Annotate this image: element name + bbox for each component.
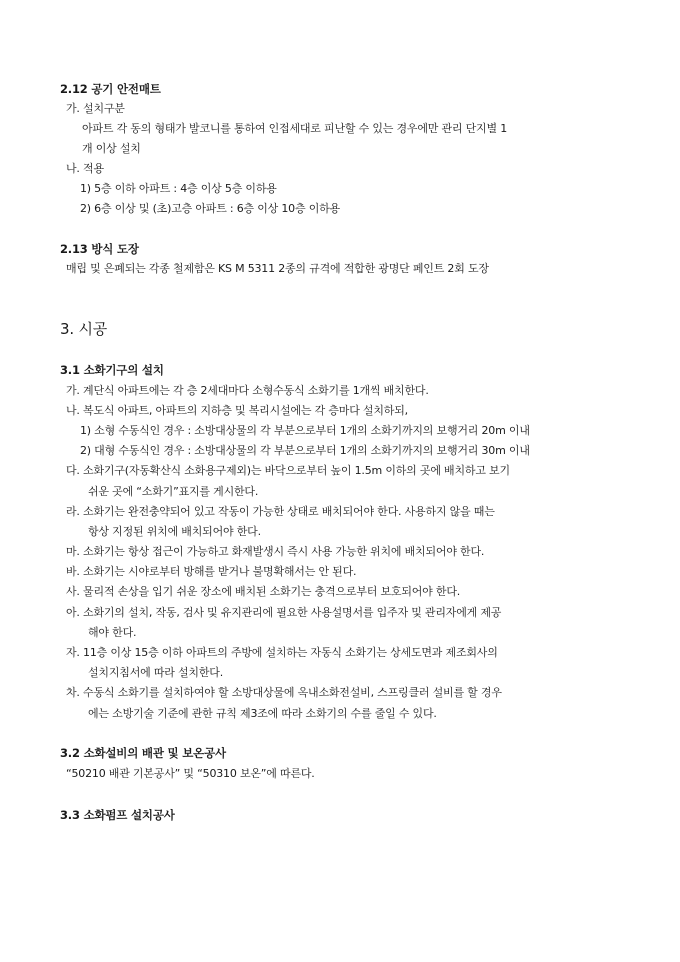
s31-item-ra-line1: 라. 소화기는 완전충약되어 있고 작동이 가능한 상태로 배치되어야 한다. 사용하지 않을 때는 xyxy=(66,505,495,518)
s31-item-ba: 바. 소화기는 시야로부터 방해를 받거나 불명확해서는 안 된다. xyxy=(66,565,357,578)
s31-item-ma: 마. 소화기는 항상 접근이 가능하고 화재발생시 즉시 사용 가능한 위치에 배치되어야 한다. xyxy=(66,545,485,558)
section-3-1-heading: 3.1 소화기구의 설치 xyxy=(60,363,164,377)
section-2-13-heading: 2.13 방식 도장 xyxy=(60,242,139,256)
s31-item-ja-line2: 설치지침서에 따라 설치한다. xyxy=(88,666,224,679)
section-3-3-heading: 3.3 소화펌프 설치공사 xyxy=(60,808,175,822)
s212-na-sub1: 1) 5층 이하 아파트 : 4층 이상 5층 이하용 xyxy=(80,182,277,195)
s31-item-na: 나. 복도식 아파트, 아파트의 지하층 및 복리시설에는 각 층마다 설치하되, xyxy=(66,404,408,417)
s212-item-na: 나. 적용 xyxy=(66,162,104,175)
s31-item-ga: 가. 계단식 아파트에는 각 층 2세대마다 소형수동식 소화기를 1개씩 배치한다. xyxy=(66,384,429,397)
section-2-12-heading: 2.12 공기 안전매트 xyxy=(60,82,161,96)
s31-item-cha-line1: 차. 수동식 소화기를 설치하여야 할 소방대상물에 옥내소화전설비, 스프링클러 설비를 할 경우 xyxy=(66,686,502,699)
section-3-2-heading: 3.2 소화설비의 배관 및 보온공사 xyxy=(60,746,226,760)
section-3-heading: 3. 시공 xyxy=(60,320,108,338)
s31-item-a-line2: 해야 한다. xyxy=(88,626,137,639)
s31-item-ra-line2: 항상 지정된 위치에 배치되어야 한다. xyxy=(88,525,261,538)
s213-body: 매립 및 은폐되는 각종 철제함은 KS M 5311 2종의 규격에 적합한 광명단 페인트 2회 도장 xyxy=(66,262,489,275)
s32-body: “50210 배관 기본공사” 및 “50310 보온”에 따른다. xyxy=(66,767,315,780)
s31-item-da-line1: 다. 소화기구(자동확산식 소화용구제외)는 바닥으로부터 높이 1.5m 이하의 곳에 배치하고 보기 xyxy=(66,464,510,477)
s212-ga-body-line2: 개 이상 설치 xyxy=(82,142,141,155)
s31-item-ja-line1: 자. 11층 이상 15층 이하 아파트의 주방에 설치하는 자동식 소화기는 상세도면과 제조회사의 xyxy=(66,646,498,659)
s31-na-sub2: 2) 대형 수동식인 경우 : 소방대상물의 각 부분으로부터 1개의 소화기까지의 보행거리 30m 이내 xyxy=(80,444,530,457)
s31-item-cha-line2: 에는 소방기술 기준에 관한 규칙 제3조에 따라 소화기의 수를 줄일 수 있다. xyxy=(88,707,437,720)
s212-na-sub2: 2) 6층 이상 및 (초)고층 아파트 : 6층 이상 10층 이하용 xyxy=(80,202,340,215)
s31-na-sub1: 1) 소형 수동식인 경우 : 소방대상물의 각 부분으로부터 1개의 소화기까지의 보행거리 20m 이내 xyxy=(80,424,530,437)
s31-item-da-line2: 쉬운 곳에 “소화기”표지를 게시한다. xyxy=(88,485,259,498)
s212-item-ga: 가. 설치구분 xyxy=(66,102,125,115)
s212-ga-body-line1: 아파트 각 동의 형태가 발코니를 통하여 인접세대로 피난할 수 있는 경우에만 관리 단지별 1 xyxy=(82,122,507,135)
s31-item-sa: 사. 물리적 손상을 입기 쉬운 장소에 배치된 소화기는 충격으로부터 보호되어야 한다. xyxy=(66,585,461,598)
s31-item-a-line1: 아. 소화기의 설치, 작동, 검사 및 유지관리에 필요한 사용설명서를 입주자 및 관리자에게 제공 xyxy=(66,606,502,619)
